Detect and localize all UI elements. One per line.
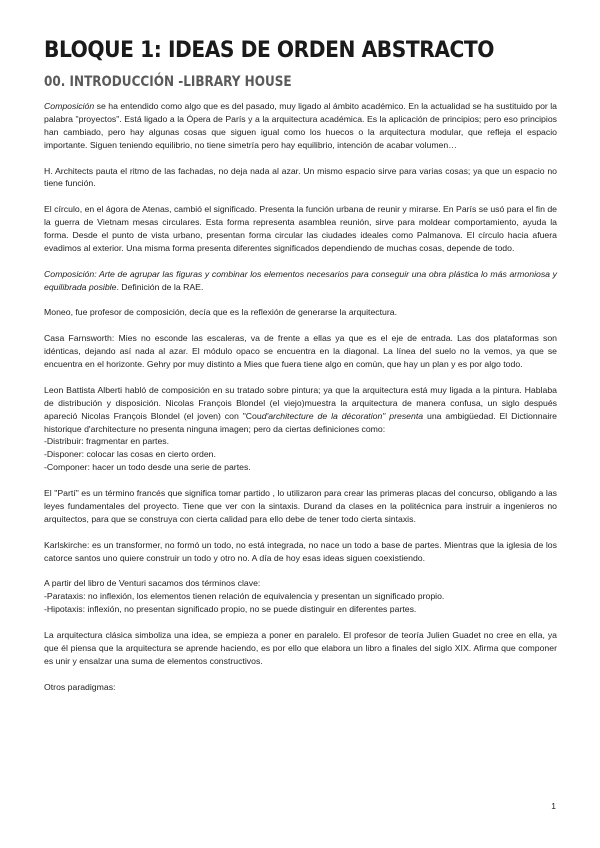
- term-composition: Composición: [44, 101, 95, 111]
- paragraph-text: Leon Battista Alberti habló de composición en su tratado sobre pintura; ya que la arquitectura está muy ligada a la pintura. Hablaba de distribución y disposición. Nicolas François Blondel (el viejo)muestra la arquitectura de manera confusa, un siglo después apareció Nicolas François Blondel (el joven) con "Cou: [44, 384, 557, 421]
- page-title: BLOQUE 1: IDEAS DE ORDEN ABSTRACTO: [44, 38, 495, 63]
- document-page: [44, 38, 557, 706]
- paragraph-karlskirche: Karlskirche: es un transformer, no formó un todo, no está integrada, no nace un todo a base de partes. Mientras que la iglesia de los catorce santos uno quiere construir un todo y otro no. A día de hoy esas ideas siguen coexistiendo.: [44, 539, 557, 563]
- paragraph-text: . Definición de la RAE.: [116, 281, 204, 292]
- paragraph-h-architects: H. Architects pauta el ritmo de las fachadas, no deja nada al azar. Un mismo espacio sirve para varias cosas; ya que un espacio no tiene función.: [44, 165, 557, 189]
- paragraph-text: A partir del libro de Venturi sacamos dos términos clave:: [44, 578, 261, 589]
- paragraph-composition: [44, 100, 557, 152]
- list-item: -Parataxis: no inflexión, los elementos tienen relación de equivalencia y presentan un significado propio.: [44, 591, 445, 602]
- paragraph-parti: El "Partí" es un término francés que significa tomar partido , lo utilizaron para crear las primeras placas del concurso, obligando a las leyes fundamentales del proyecto. Tiene que ver con la sintaxis. Durand da clases en la politécnica para instruir a ingenieros no arquitectos, para que se construya con cierta calidad para ello debe de tener todo cierta sintaxis.: [44, 488, 557, 524]
- paragraph-classical: La arquitectura clásica simboliza una idea, se empieza a poner en paralelo. El profesor de teoría Julien Guadet no cree en ella, ya que él piensa que la arquitectura se aprende haciendo, es por ello que elabora un libro a finales del siglo XIX. Afirma que componer es unir y ensalzar una suma de elementos constructivos.: [44, 630, 557, 666]
- book-title-italic: d'architecture de la décoration" presenta: [261, 410, 424, 421]
- paragraph-alberti: [44, 384, 557, 474]
- list-item: -Componer: hacer un todo desde una serie de partes.: [44, 462, 251, 473]
- paragraph-other-paradigms: Otros paradigmas:: [44, 681, 116, 692]
- section-heading: 00. INTRODUCCIÓN -LIBRARY HOUSE: [44, 74, 292, 90]
- paragraph-farnsworth: Casa Farnsworth: Mies no esconde las escaleras, va de frente a ellas ya que es el eje de entrada. Las dos plataformas son idénticas, dejando así nada al azar. El módulo opaco se encuentra en la diagonal. La línea del suelo no la vemos, ya que se encuentra en el horizonte. Gehry por muy distinto a Mies que fuera tiene algo en común, que hay un plan y es por algo todo.: [44, 333, 557, 370]
- definition-italic: Composición: Arte de agrupar las figuras y combinar los elementos necesarios para conseguir una obra plástica lo más armoniosa y equilibrada posible: [44, 268, 557, 292]
- page-number: 1: [551, 801, 556, 811]
- list-item: -Hipotaxis: inflexión, no presentan significado propio, no se puede distinguir en diferentes partes.: [44, 604, 417, 615]
- paragraph-circle: El círculo, en el ágora de Atenas, cambió el significado. Presenta la función urbana de reunir y mirarse. En París se usó para el fin de la guerra de Vietnam mesas circulares. Esta forma representa asamblea reunión, sirve para moldear comportamiento, ayuda la forma. Desde el punto de vista urbano, presentan forma circular las ciudades ideales como Palmanova. El círculo hacia afuera evadimos al exterior. Una misma forma presenta diferentes significados dependiendo de muchas cosas, depende de todo.: [44, 204, 557, 253]
- paragraph-text: una ambigüedad. El Dictionnaire historique d'architecture no presenta ninguna imagen; pero da ciertas definiciones como:: [44, 410, 558, 434]
- paragraph-venturi: [44, 577, 557, 616]
- paragraph-rae-definition: [44, 268, 557, 294]
- paragraph-moneo: Moneo, fue profesor de composición, decía que es la reflexión de generarse la arquitectura.: [44, 307, 398, 318]
- paragraph-text: se ha entendido como algo que es del pasado, muy ligado al ámbito académico. En la actualidad se ha sustituido por la palabra "proyectos". Está ligado a la Ópera de París y a la arquitectura académica. Es la aplicación de principios; pero eso principios han cambiado, pero hay algunas cosas que siguen igual como los huecos o la arquitectura modular, que refleja el espacio importante. Siguen teniendo equilibrio, no tiene simetría pero hay equilibrio, intención de acabar volumen…: [44, 101, 557, 150]
- list-item: -Disponer: colocar las cosas en cierto orden.: [44, 449, 216, 460]
- list-item: -Distribuir: fragmentar en partes.: [44, 436, 170, 447]
